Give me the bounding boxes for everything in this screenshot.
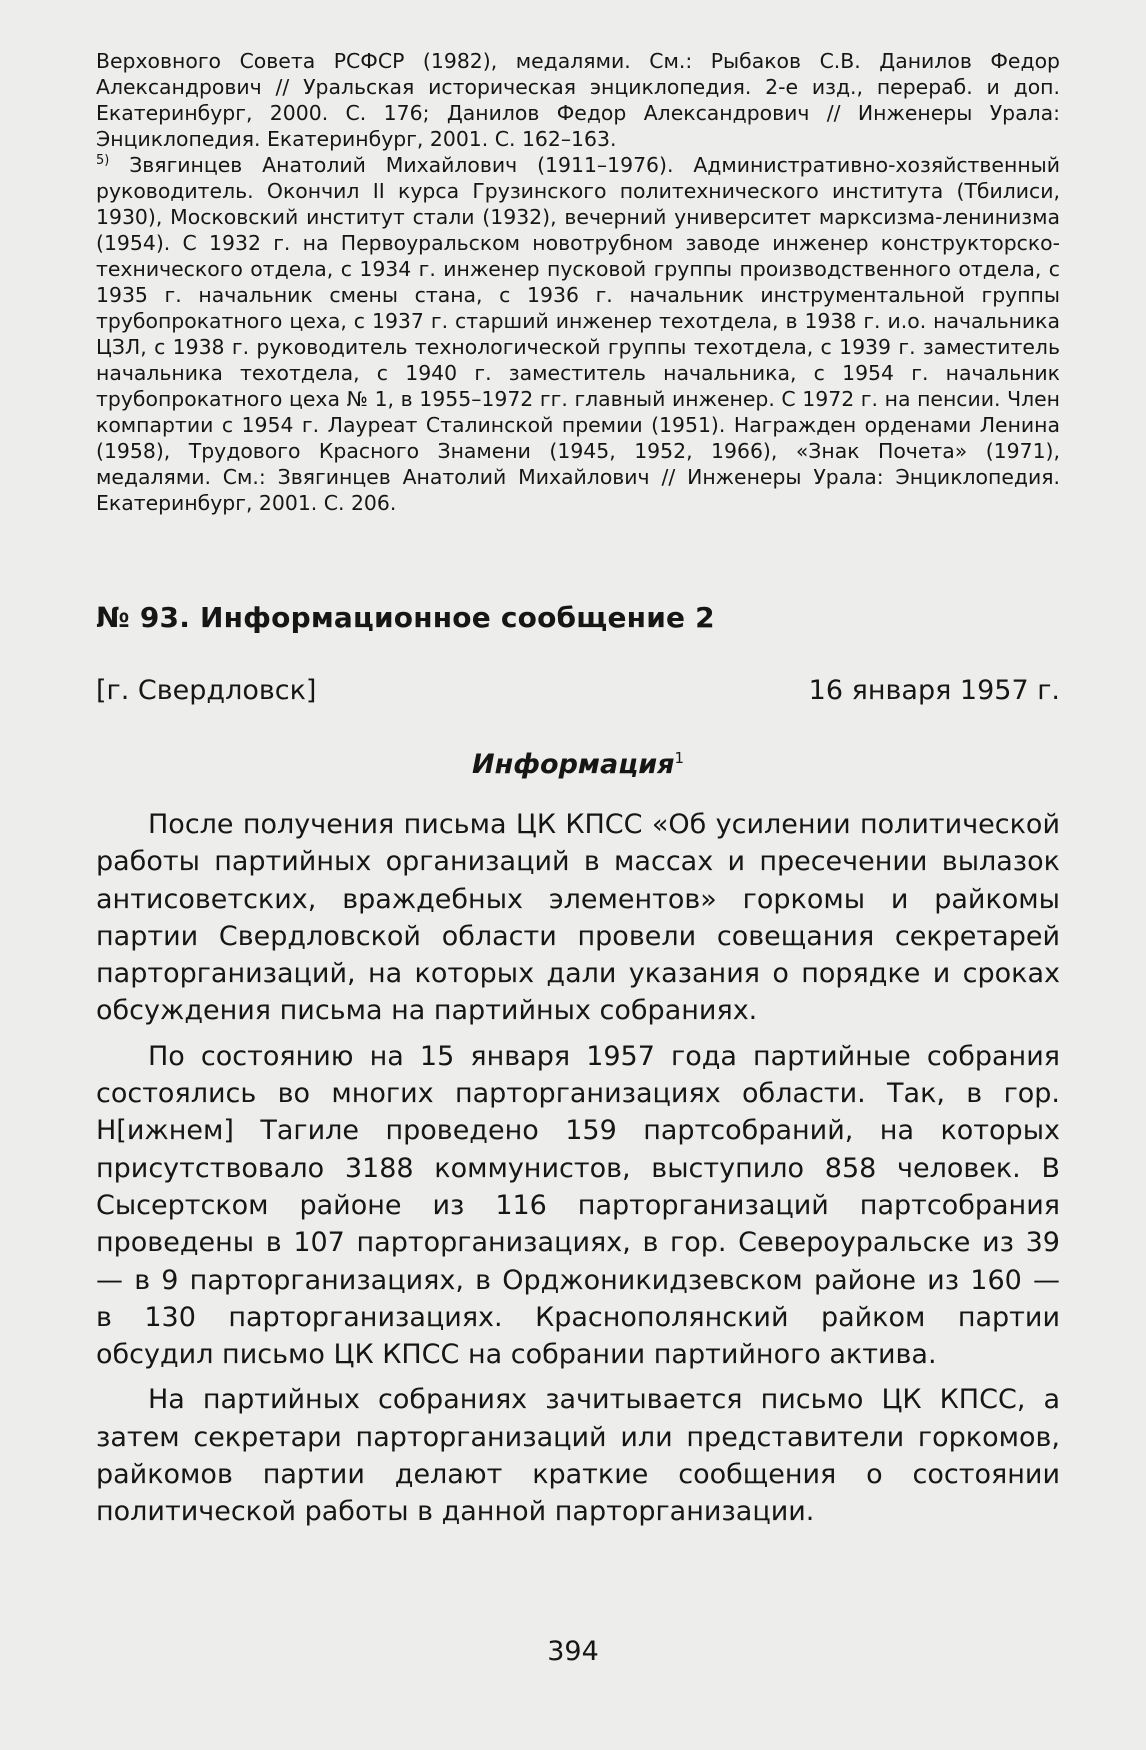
footnote-5: [96, 152, 1060, 516]
document-heading-text: Информация: [471, 749, 675, 780]
page-number: 394: [547, 1636, 599, 1667]
document-heading: [96, 748, 1060, 782]
document-place-date: [96, 674, 1060, 708]
heading-footnote-ref: 1: [674, 749, 685, 767]
footnotes-continuation: [96, 48, 1060, 516]
footnote-5-number: 5): [96, 153, 110, 169]
footnote-continued-text: Верховного Совета РСФСР (1982), медалями. См.: Рыбаков С.В. Данилов Федор Александрович // Уральская историческая энциклопедия. 2-е изд., перераб. и доп. Екатеринбург, 2000. С. 176; Данилов Федор Александрович // Инженеры Урала: Энциклопедия. Екатеринбург, 2001. С. 162–163.: [96, 49, 1060, 151]
body-paragraph-1: После получения письма ЦК КПСС «Об усилении политической работы партийных организаций в массах и пресечении вылазок антисоветских, враждебных элементов» горкомы и райкомы партии Свердловской области провели совещания секретарей парторганизаций, на которых дали указания о порядке и сроках обсуждения письма на партийных собраниях.: [96, 809, 1060, 1027]
document-body: [96, 806, 1060, 1531]
body-paragraph-3: На партийных собраниях зачитывается письмо ЦК КПСС, а затем секретари парторганизаций или представители горкомов, райкомов партии делают краткие сообщения о состоянии политической работы в данной парторганизации.: [96, 1384, 1060, 1528]
document-title: № 93. Информационное сообщение 2: [96, 601, 715, 634]
footnote-5-text: Звягинцев Анатолий Михайлович (1911–1976). Административно-хозяйственный руководитель. Окончил II курса Грузинского политехнического института (Тбилиси, 1930), Московский институт стали (1932), вечерний университет марксизма-ленинизма (1954). С 1932 г. на Первоуральском новотрубном заводе инженер конструкторско-технического отдела, с 1934 г. инженер пусковой группы производственного отдела, с 1935 г. начальник смены стана, с 1936 г. начальник инструментальной группы трубопрокатного цеха, с 1937 г. старший инженер техотдела, в 1938 г. и.о. начальника ЦЗЛ, с 1938 г. руководитель технологической группы техотдела, с 1939 г. заместитель начальника техотдела, с 1940 г. заместитель начальника, с 1954 г. начальник трубопрокатного цеха № 1, в 1955–1972 гг. главный инженер. С 1972 г. на пенсии. Член компартии с 1954 г. Лауреат Сталинской премии (1951). Награжден орденами Ленина (1958), Трудового Красного Знамени (1945, 1952, 1966), «Знак Почета» (1971), медалями. См.: Звягинцев Анатолий Михайлович // Инженеры Урала: Энциклопедия. Екатеринбург, 2001. С. 206.: [96, 153, 1060, 515]
body-paragraph-2: По состоянию на 15 января 1957 года партийные собрания состоялись во многих парторганизациях области. Так, в гор. Н[ижнем] Тагиле проведено 159 партсобраний, на которых присутствовало 3188 коммунистов, выступило 858 человек. В Сысертском районе из 116 парторганизаций партсобрания проведены в 107 парторганизациях, в гор. Североуральске из 39 — в 9 парторганизациях, в Орджоникидзевском районе из 160 — в 130 парторганизациях. Краснополянский райком партии обсудил письмо ЦК КПСС на собрании партийного актива.: [96, 1040, 1060, 1371]
page-content: [96, 48, 1060, 1539]
document-date: 16 января 1957 г.: [808, 675, 1060, 706]
document-place: [г. Свердловск]: [96, 675, 317, 706]
